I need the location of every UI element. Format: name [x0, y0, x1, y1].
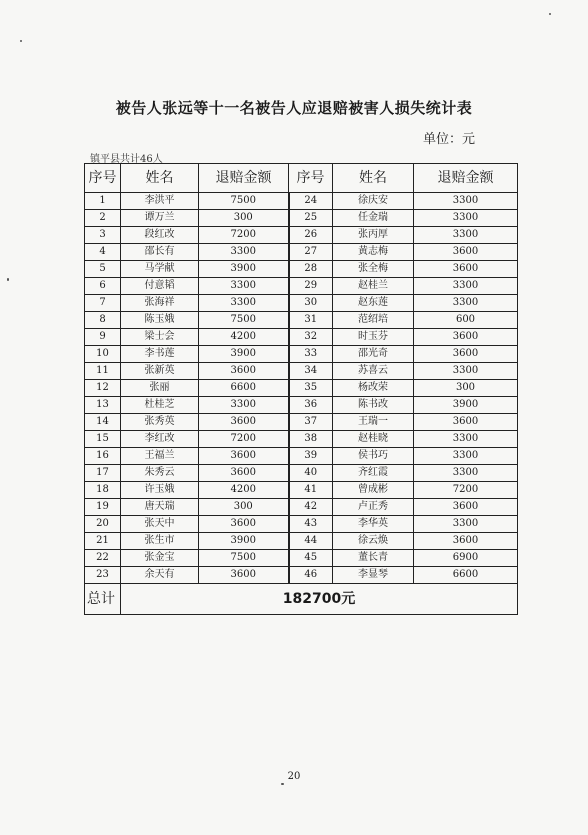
handwritten-note: 镇平县共计46人	[90, 154, 163, 165]
row-number: 22	[85, 550, 121, 567]
compensation-amount: 3300	[414, 295, 518, 312]
row-number: 26	[289, 227, 333, 244]
row-number: 24	[289, 193, 333, 210]
row-number: 31	[289, 312, 333, 329]
compensation-amount: 3300	[414, 210, 518, 227]
total-row	[85, 584, 518, 615]
compensation-amount: 300	[199, 499, 289, 516]
victim-name: 许玉娥	[121, 482, 199, 499]
victim-name: 赵桂兰	[333, 278, 414, 295]
victim-name: 赵东莲	[333, 295, 414, 312]
compensation-amount: 3600	[199, 363, 289, 380]
table-row	[85, 210, 518, 227]
victim-name: 徐庆安	[333, 193, 414, 210]
victim-name: 张丙厚	[333, 227, 414, 244]
victim-name: 苏喜云	[333, 363, 414, 380]
row-number: 15	[85, 431, 121, 448]
victim-name: 张丽	[121, 380, 199, 397]
row-number: 7	[85, 295, 121, 312]
victim-name: 时玉芬	[333, 329, 414, 346]
table-row	[85, 482, 518, 499]
scan-speck	[281, 783, 284, 785]
col-header-name: 姓名	[333, 164, 414, 193]
row-number: 41	[289, 482, 333, 499]
victim-name: 卢正秀	[333, 499, 414, 516]
compensation-amount: 3300	[414, 465, 518, 482]
compensation-amount: 3600	[199, 567, 289, 584]
victim-name: 张全梅	[333, 261, 414, 278]
compensation-amount: 3300	[414, 278, 518, 295]
compensation-amount: 7500	[199, 193, 289, 210]
row-number: 36	[289, 397, 333, 414]
row-number: 46	[289, 567, 333, 584]
compensation-amount: 300	[414, 380, 518, 397]
victim-name: 董长青	[333, 550, 414, 567]
compensation-amount: 3300	[199, 295, 289, 312]
victim-name: 朱秀云	[121, 465, 199, 482]
victim-name: 邵长有	[121, 244, 199, 261]
row-number: 23	[85, 567, 121, 584]
page-number: 20	[287, 771, 301, 782]
row-number: 6	[85, 278, 121, 295]
row-number: 12	[85, 380, 121, 397]
row-number: 30	[289, 295, 333, 312]
row-number: 4	[85, 244, 121, 261]
scan-speck	[20, 40, 22, 42]
row-number: 44	[289, 533, 333, 550]
compensation-amount: 3600	[199, 516, 289, 533]
victim-name: 徐云焕	[333, 533, 414, 550]
col-header-no: 序号	[289, 164, 333, 193]
compensation-amount: 3600	[414, 244, 518, 261]
victim-name: 杜桂芝	[121, 397, 199, 414]
row-number: 45	[289, 550, 333, 567]
total-label: 总计	[85, 584, 121, 615]
table-row	[85, 278, 518, 295]
row-number: 16	[85, 448, 121, 465]
compensation-amount: 6600	[199, 380, 289, 397]
scan-speck	[549, 13, 551, 15]
compensation-amount: 6600	[414, 567, 518, 584]
table-row	[85, 244, 518, 261]
compensation-amount: 300	[199, 210, 289, 227]
victim-name: 唐天瑞	[121, 499, 199, 516]
row-number: 1	[85, 193, 121, 210]
row-number: 29	[289, 278, 333, 295]
row-number: 27	[289, 244, 333, 261]
compensation-amount: 3300	[414, 516, 518, 533]
victim-name: 齐红霞	[333, 465, 414, 482]
victim-name: 李红改	[121, 431, 199, 448]
table-row	[85, 329, 518, 346]
victim-name: 张秀英	[121, 414, 199, 431]
victim-name: 张金宝	[121, 550, 199, 567]
row-number: 5	[85, 261, 121, 278]
row-number: 34	[289, 363, 333, 380]
total-value: 182700元	[121, 584, 518, 615]
compensation-amount: 7200	[199, 227, 289, 244]
row-number: 2	[85, 210, 121, 227]
compensation-amount: 3300	[414, 431, 518, 448]
table-row	[85, 431, 518, 448]
victim-name: 陈玉娥	[121, 312, 199, 329]
col-header-name: 姓名	[121, 164, 199, 193]
compensation-amount: 3900	[199, 533, 289, 550]
compensation-amount: 3300	[414, 193, 518, 210]
table-row	[85, 261, 518, 278]
table-row	[85, 193, 518, 210]
victim-name: 范绍培	[333, 312, 414, 329]
compensation-amount: 4200	[199, 329, 289, 346]
row-number: 43	[289, 516, 333, 533]
table-row	[85, 533, 518, 550]
compensation-amount: 3600	[414, 414, 518, 431]
victim-name: 梁士会	[121, 329, 199, 346]
victim-name: 黄志梅	[333, 244, 414, 261]
victim-name: 杨改荣	[333, 380, 414, 397]
compensation-amount: 7200	[199, 431, 289, 448]
compensation-amount: 3300	[414, 363, 518, 380]
row-number: 20	[85, 516, 121, 533]
compensation-amount: 3600	[414, 499, 518, 516]
document-title: 被告人张远等十一名被告人应退赔被害人损失统计表	[115, 99, 473, 117]
compensation-amount: 3600	[414, 329, 518, 346]
row-number: 14	[85, 414, 121, 431]
compensation-amount: 6900	[414, 550, 518, 567]
table-row	[85, 465, 518, 482]
row-number: 42	[289, 499, 333, 516]
victim-name: 王福兰	[121, 448, 199, 465]
compensation-amount: 3900	[414, 397, 518, 414]
row-number: 21	[85, 533, 121, 550]
row-number: 11	[85, 363, 121, 380]
victim-name: 侯书巧	[333, 448, 414, 465]
row-number: 9	[85, 329, 121, 346]
table-row	[85, 227, 518, 244]
table-row	[85, 414, 518, 431]
row-number: 18	[85, 482, 121, 499]
row-number: 10	[85, 346, 121, 363]
victim-name: 李华英	[333, 516, 414, 533]
row-number: 38	[289, 431, 333, 448]
compensation-amount: 3600	[199, 414, 289, 431]
compensation-amount: 3600	[414, 533, 518, 550]
row-number: 40	[289, 465, 333, 482]
compensation-amount: 3300	[199, 278, 289, 295]
compensation-amount: 3300	[414, 227, 518, 244]
table-row	[85, 448, 518, 465]
table-row	[85, 550, 518, 567]
victim-name: 邵光奇	[333, 346, 414, 363]
table-row	[85, 363, 518, 380]
victim-name: 赵桂晓	[333, 431, 414, 448]
victim-name: 李洪平	[121, 193, 199, 210]
victim-name: 任金瑞	[333, 210, 414, 227]
victim-name: 王瑞一	[333, 414, 414, 431]
col-header-amount: 退赔金额	[414, 164, 518, 193]
row-number: 8	[85, 312, 121, 329]
compensation-amount: 3600	[414, 261, 518, 278]
col-header-no: 序号	[85, 164, 121, 193]
row-number: 28	[289, 261, 333, 278]
row-number: 19	[85, 499, 121, 516]
victim-name: 李书莲	[121, 346, 199, 363]
victim-name: 李显琴	[333, 567, 414, 584]
victim-name: 付意韬	[121, 278, 199, 295]
row-number: 35	[289, 380, 333, 397]
compensation-amount: 3300	[199, 397, 289, 414]
compensation-amount: 3300	[414, 448, 518, 465]
row-number: 25	[289, 210, 333, 227]
compensation-amount: 3600	[199, 465, 289, 482]
victim-name: 余天有	[121, 567, 199, 584]
table-row	[85, 397, 518, 414]
compensation-table	[84, 163, 518, 615]
victim-name: 张新英	[121, 363, 199, 380]
row-number: 3	[85, 227, 121, 244]
col-header-amount: 退赔金额	[199, 164, 289, 193]
victim-name: 张天中	[121, 516, 199, 533]
unit-label: 单位：元	[423, 132, 476, 147]
compensation-amount: 3300	[199, 244, 289, 261]
table-row	[85, 516, 518, 533]
row-number: 13	[85, 397, 121, 414]
compensation-amount: 600	[414, 312, 518, 329]
table-header-row	[85, 164, 518, 193]
row-number: 39	[289, 448, 333, 465]
compensation-amount: 7200	[414, 482, 518, 499]
victim-name: 曾成彬	[333, 482, 414, 499]
compensation-amount: 7500	[199, 312, 289, 329]
table-row	[85, 567, 518, 584]
victim-name: 谭万兰	[121, 210, 199, 227]
row-number: 33	[289, 346, 333, 363]
compensation-amount: 3900	[199, 346, 289, 363]
table-row	[85, 312, 518, 329]
row-number: 17	[85, 465, 121, 482]
victim-name: 马学献	[121, 261, 199, 278]
row-number: 37	[289, 414, 333, 431]
table-row	[85, 295, 518, 312]
compensation-amount: 3600	[199, 448, 289, 465]
victim-name: 张海祥	[121, 295, 199, 312]
compensation-amount: 4200	[199, 482, 289, 499]
compensation-amount: 3600	[414, 346, 518, 363]
victim-name: 陈书改	[333, 397, 414, 414]
table-row	[85, 499, 518, 516]
compensation-amount: 3900	[199, 261, 289, 278]
row-number: 32	[289, 329, 333, 346]
compensation-amount: 7500	[199, 550, 289, 567]
table-row	[85, 380, 518, 397]
victim-name: 张生市	[121, 533, 199, 550]
table-row	[85, 346, 518, 363]
victim-name: 段红改	[121, 227, 199, 244]
scan-speck	[7, 278, 9, 281]
